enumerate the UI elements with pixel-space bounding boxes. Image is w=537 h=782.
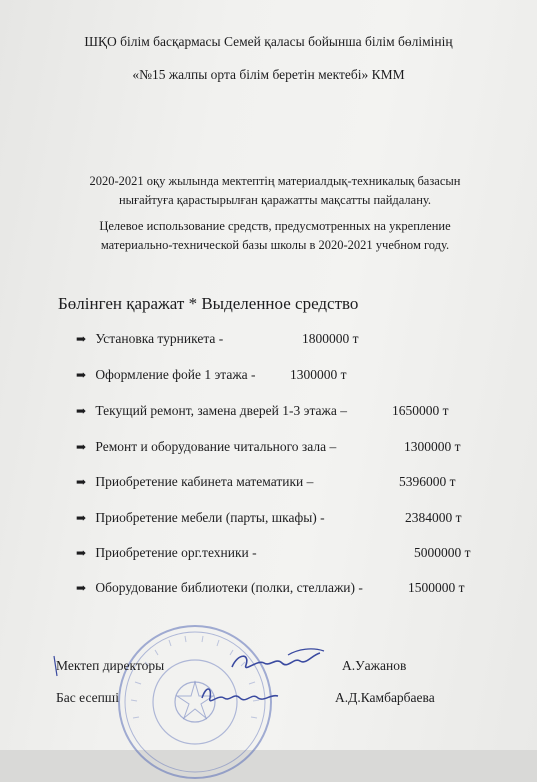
intro-russian-line-1: Целевое использование средств, предусмотренных на укрепление xyxy=(99,219,451,233)
director-signature-icon xyxy=(228,645,328,679)
intro-kazakh-line-2: нығайтуға қарастырылған қаражатты мақсатты пайдалану. xyxy=(118,193,432,207)
item-label: Ремонт и оборудование читального зала – xyxy=(95,439,337,454)
header-line-1: ШҚО білім басқармасы Семей қаласы бойынша білім бөлімінің xyxy=(84,34,453,49)
arrow-bullet-icon: ➡ xyxy=(76,440,87,454)
list-item xyxy=(76,580,363,596)
item-amount: 5000000 т xyxy=(414,545,471,560)
arrow-bullet-icon: ➡ xyxy=(76,475,87,489)
director-name: А.Уажанов xyxy=(342,658,407,673)
margin-mark-icon xyxy=(52,654,60,678)
item-label: Приобретение кабинета математики – xyxy=(95,474,314,489)
list-item xyxy=(76,331,223,347)
item-amount: 1800000 т xyxy=(302,331,359,346)
list-item xyxy=(76,367,256,383)
arrow-bullet-icon: ➡ xyxy=(76,404,87,418)
list-item xyxy=(76,545,257,561)
director-title: Мектеп директоры xyxy=(56,658,165,673)
item-amount: 1500000 т xyxy=(408,580,465,595)
item-label: Оборудование библиотеки (полки, стеллажи) - xyxy=(95,580,363,595)
intro-russian xyxy=(40,217,510,255)
intro-kazakh-line-1: 2020-2021 оқу жылында мектептің материалдық-техникалық базасын xyxy=(89,174,461,188)
arrow-bullet-icon: ➡ xyxy=(76,511,87,525)
item-label: Текущий ремонт, замена дверей 1-3 этажа – xyxy=(95,403,347,418)
arrow-bullet-icon: ➡ xyxy=(76,332,87,346)
list-item xyxy=(76,403,347,419)
item-amount: 1650000 т xyxy=(392,403,449,418)
arrow-bullet-icon: ➡ xyxy=(76,546,87,560)
header-line-2: «№15 жалпы орта білім беретін мектебі» КММ xyxy=(132,67,405,82)
item-amount: 2384000 т xyxy=(405,510,462,525)
section-title: Бөлінген қаражат * Выделенное средство xyxy=(58,294,359,313)
item-amount: 1300000 т xyxy=(404,439,461,454)
intro-kazakh xyxy=(40,172,510,210)
accountant-signature-icon xyxy=(198,680,288,710)
accountant-title: Бас есепші xyxy=(56,690,119,705)
item-amount: 1300000 т xyxy=(290,367,347,382)
list-item xyxy=(76,439,336,455)
item-label: Приобретение мебели (парты, шкафы) - xyxy=(95,510,325,525)
list-item xyxy=(76,510,325,526)
list-item xyxy=(76,474,313,490)
item-label: Оформление фойе 1 этажа - xyxy=(95,367,256,382)
item-label: Приобретение орг.техники - xyxy=(95,545,257,560)
accountant-name: А.Д.Камбарбаева xyxy=(335,690,435,705)
intro-russian-line-2: материально-технической базы школы в 2020-2021 учебном году. xyxy=(100,238,450,252)
arrow-bullet-icon: ➡ xyxy=(76,368,87,382)
item-label: Установка турникета - xyxy=(95,331,224,346)
item-amount: 5396000 т xyxy=(399,474,456,489)
arrow-bullet-icon: ➡ xyxy=(76,581,87,595)
